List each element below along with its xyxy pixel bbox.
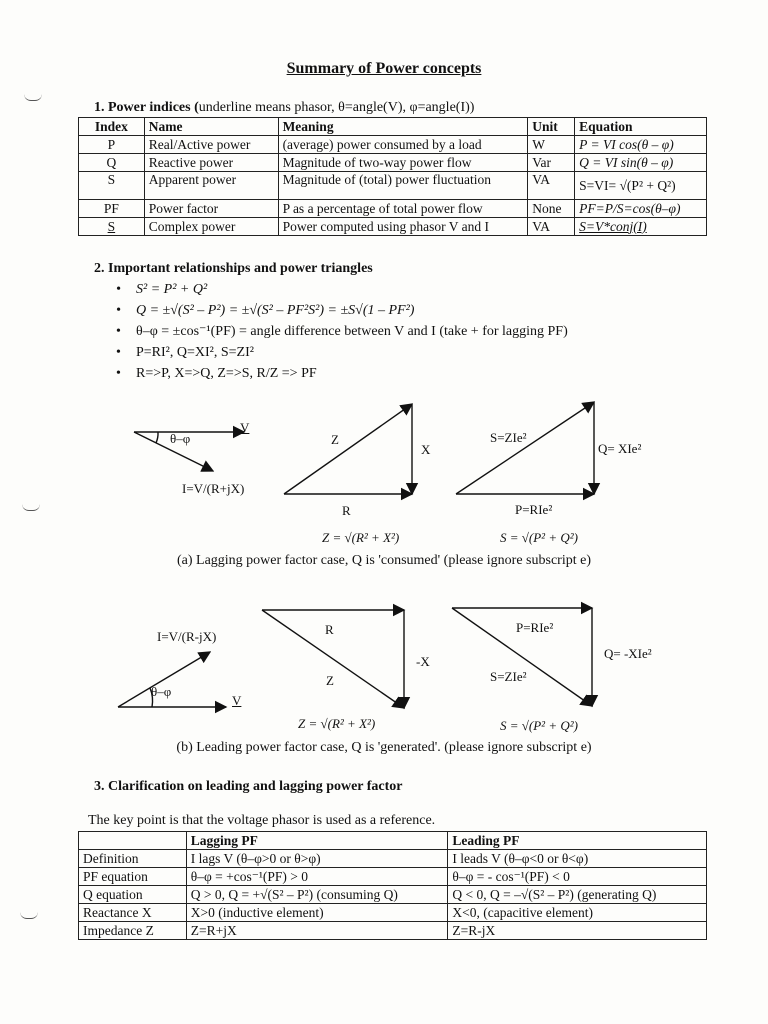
table-row: Reactance X X>0 (inductive element) X<0, (capacitive element): [79, 904, 707, 922]
table-row: P Real/Active power (average) power consumed by a load W P = VI cos(θ – φ): [79, 136, 707, 154]
angle-label: θ–φ: [170, 431, 191, 446]
table-row: Definition I lags V (θ–φ>0 or θ>φ) I leads V (θ–φ<0 or θ<φ): [79, 850, 707, 868]
column-header: Equation: [575, 118, 707, 136]
v-label: V: [240, 420, 250, 435]
table-row: S Apparent power Magnitude of (total) power fluctuation VA S=VI= √(P² + Q²): [79, 172, 707, 200]
list-item: • P=RI², Q=XI², S=ZI²: [114, 342, 568, 363]
current-label: I=V/(R-jX): [157, 629, 217, 644]
table-row: PF Power factor P as a percentage of total power flow None PF=P/S=cos(θ–φ): [79, 200, 707, 218]
section3-heading: 3. Clarification on leading and lagging power factor: [94, 779, 403, 794]
column-header: Meaning: [278, 118, 528, 136]
lead-lag-table: [78, 831, 707, 940]
r-label: R: [342, 503, 351, 518]
q-label: Q= XIe²: [598, 441, 642, 456]
q-label: Q= -XIe²: [604, 646, 652, 661]
list-item: • R=>P, X=>Q, Z=>S, R/Z => PF: [114, 363, 568, 384]
section3-intro: The key point is that the voltage phasor is used as a reference.: [88, 813, 436, 828]
z-equation: Z = √(R² + X²): [298, 716, 376, 731]
p-label: P=RIe²: [515, 502, 553, 517]
list-item: • Q = ±√(S² – P²) = ±√(S² – PF²S²) = ±S√(1 – PF²): [114, 300, 568, 321]
z-hypotenuse: [284, 404, 412, 494]
caption-a: (a) Lagging power factor case, Q is 'consumed' (please ignore subscript e): [176, 553, 591, 568]
column-header: Unit: [528, 118, 575, 136]
section2-heading: 2. Important relationships and power triangles: [94, 261, 373, 276]
page-title: Summary of Power concepts: [286, 60, 482, 77]
table-header-row: [79, 832, 707, 850]
z-label: Z: [326, 673, 334, 688]
s-equation: S = √(P² + Q²): [500, 718, 578, 733]
s-label: S=ZIe²: [490, 669, 527, 684]
table-row: Impedance Z Z=R+jX Z=R-jX: [79, 922, 707, 940]
v-label: V: [232, 693, 242, 708]
table-row: Q Reactive power Magnitude of two-way power flow Var Q = VI sin(θ – φ): [79, 154, 707, 172]
column-header: Lagging PF: [186, 832, 448, 850]
list-item: • S² = P² + Q²: [114, 279, 568, 300]
z-equation: Z = √(R² + X²): [322, 530, 400, 545]
x-label: X: [421, 442, 431, 457]
column-header: Name: [144, 118, 278, 136]
section1-heading: 1. Power indices (underline means phasor, θ=angle(V), φ=angle(I)): [94, 100, 475, 115]
list-item: • θ–φ = ±cos⁻¹(PF) = angle difference between V and I (take + for lagging PF): [114, 321, 568, 342]
p-label: P=RIe²: [516, 620, 554, 635]
r-label: R: [325, 622, 334, 637]
column-header: Index: [79, 118, 145, 136]
s-label: S=ZIe²: [490, 430, 527, 445]
angle-label: θ–φ: [151, 684, 172, 699]
column-header: Leading PF: [448, 832, 707, 850]
x-label: -X: [416, 654, 430, 669]
caption-b: (b) Leading power factor case, Q is 'generated'. (please ignore subscript e): [176, 740, 592, 755]
table-row: PF equation θ–φ = +cos⁻¹(PF) > 0 θ–φ = - cos⁻¹(PF) < 0: [79, 868, 707, 886]
table-row: S Complex power Power computed using phasor V and I VA S=V*conj(I): [79, 218, 707, 236]
s-hypotenuse: [456, 402, 594, 494]
s-equation: S = √(P² + Q²): [500, 530, 578, 545]
column-header: [79, 832, 187, 850]
angle-arc: [156, 432, 158, 443]
table-row: Q equation Q > 0, Q = +√(S² – P²) (consuming Q) Q < 0, Q = –√(S² – P²) (generating Q): [79, 886, 707, 904]
current-label: I=V/(R+jX): [182, 481, 245, 496]
z-label: Z: [331, 432, 339, 447]
